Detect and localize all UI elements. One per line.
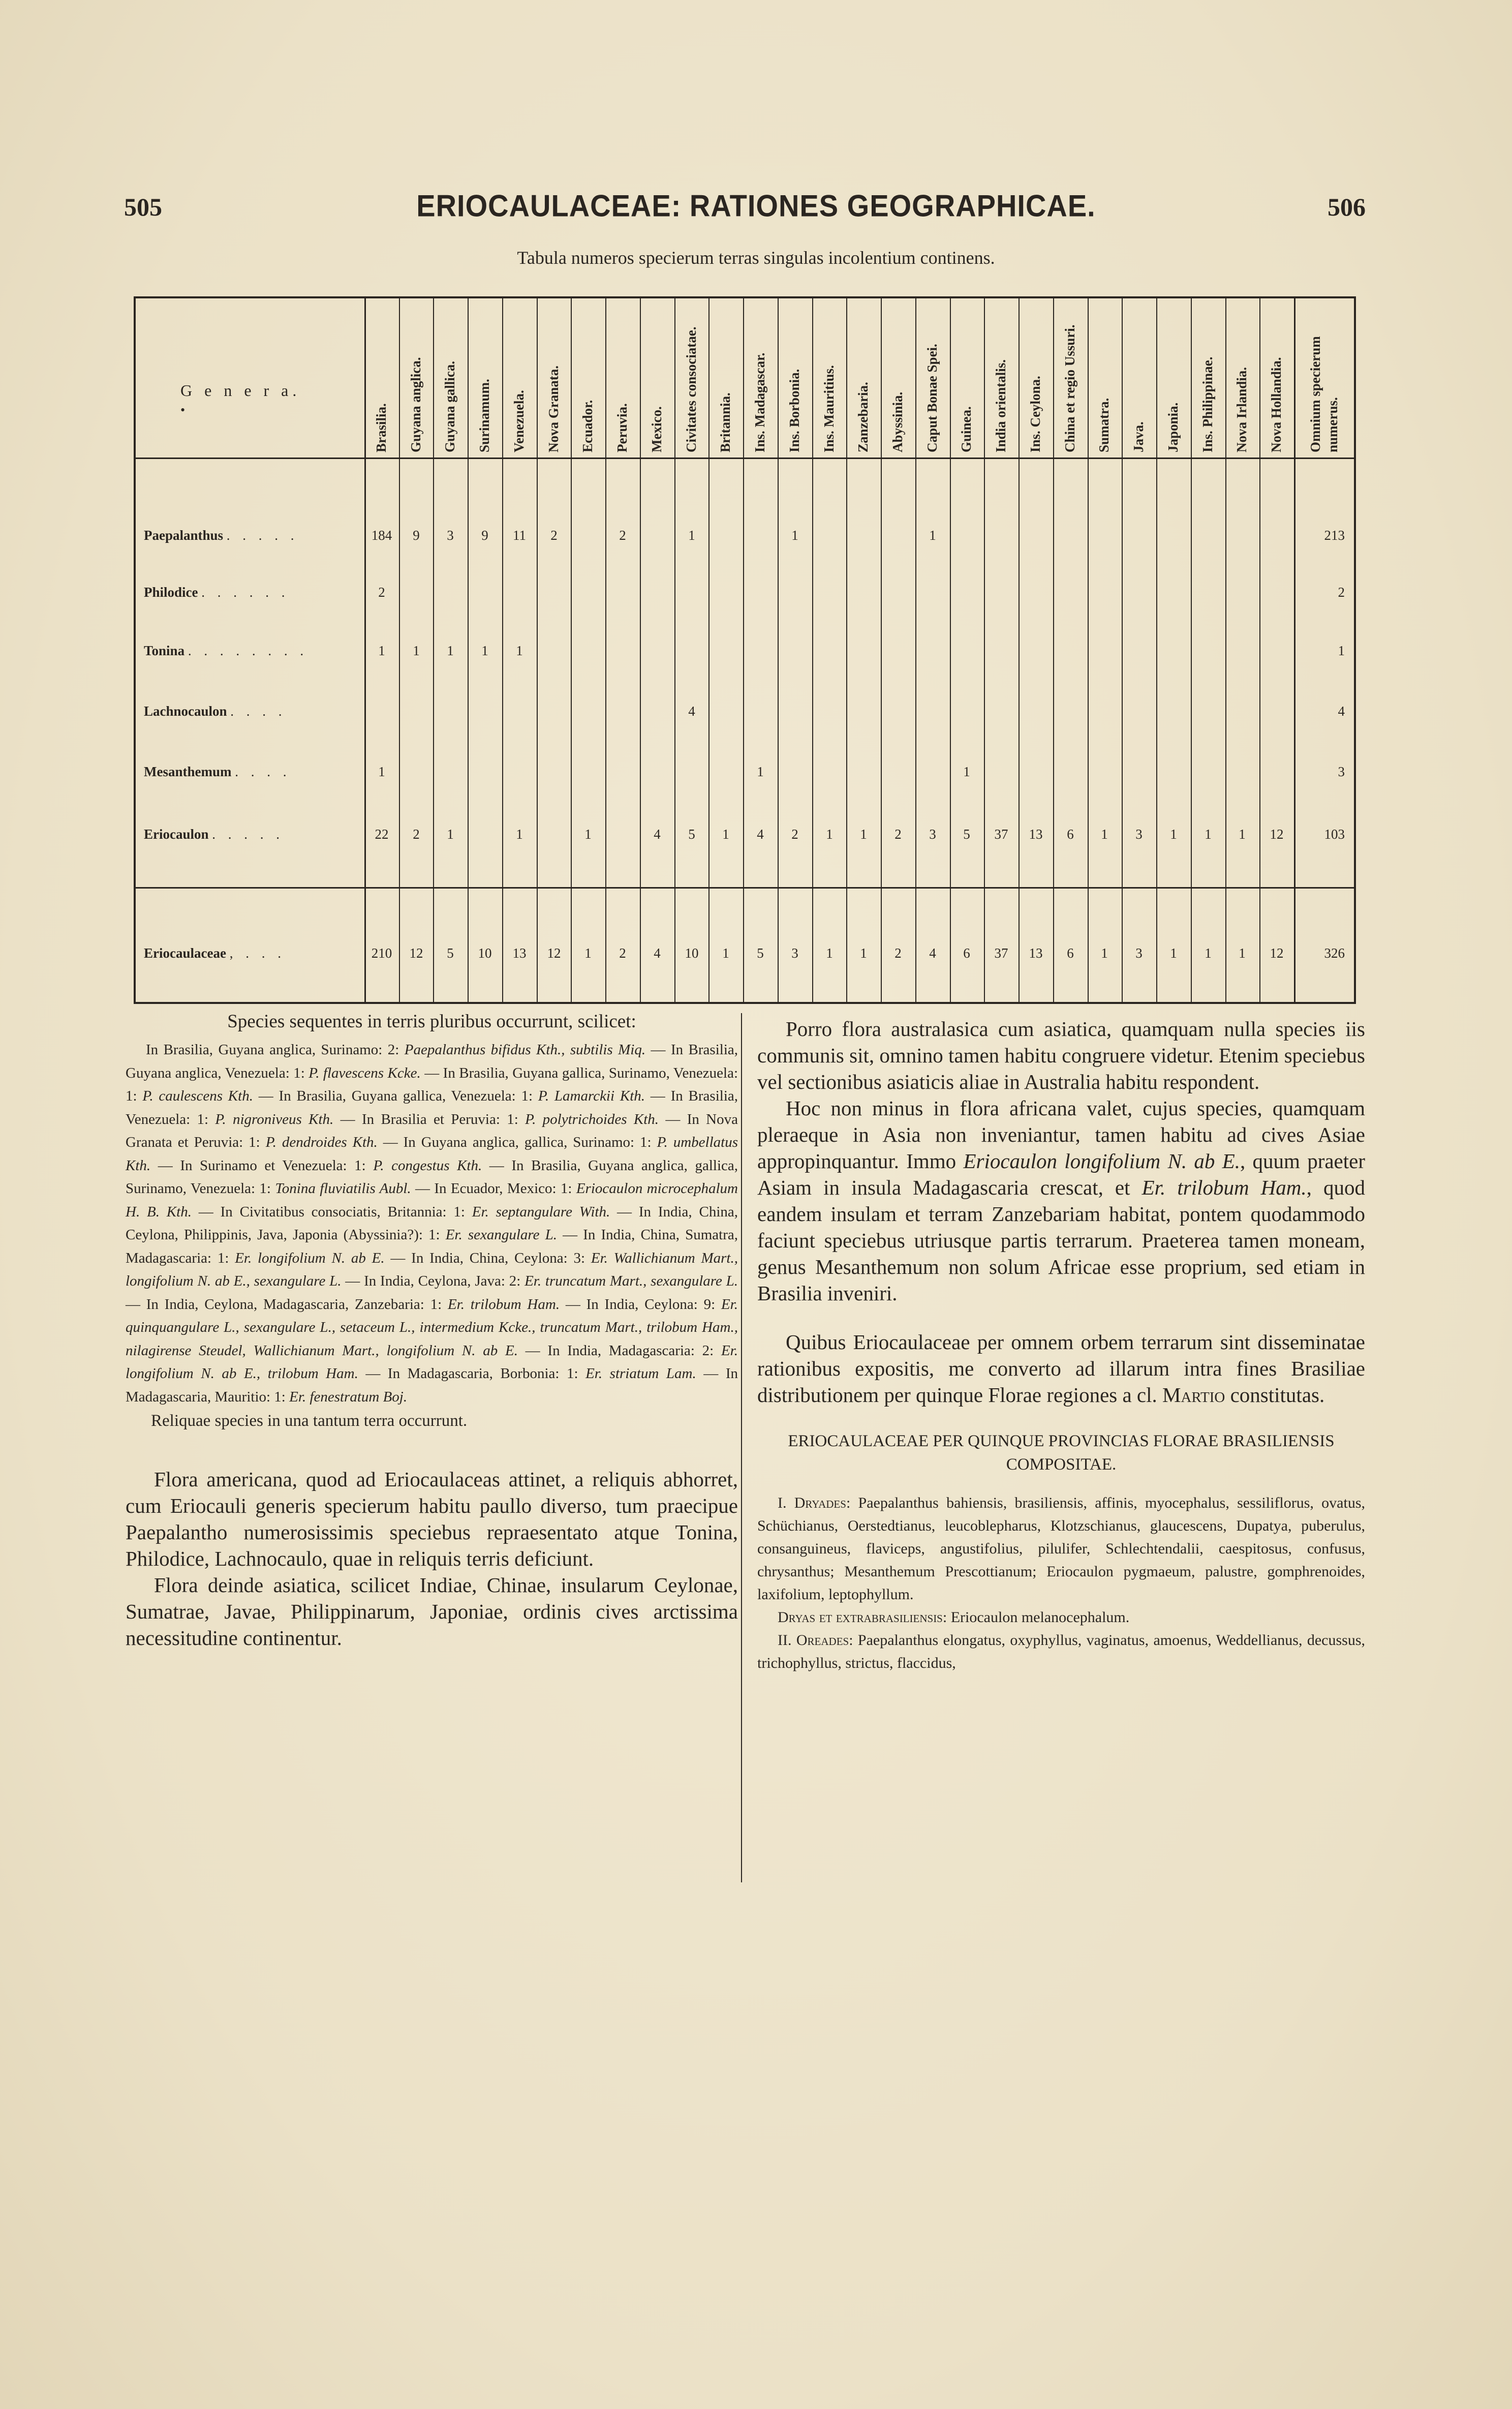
- table-column-rule: [1259, 296, 1260, 1004]
- table-cell: 12: [1270, 946, 1284, 961]
- table-column-rule: [1053, 296, 1054, 1004]
- genus-name: [144, 946, 286, 961]
- paragraph-flora-asiatica: Flora deinde asiatica, scilicet Indiae, Chinae, insularum Ceylonae, Sumatrae, Javae, Philippinarum, Japoniae, ordinis cives arctissima necessitudine continentur.: [126, 1573, 738, 1650]
- section-title-provinces: ERIOCAULACEAE PER QUINQUE PROVINCIAS FLORAE BRASILIENSIS COMPOSITAE.: [788, 1432, 1335, 1474]
- leader-dots: . . . . . .: [201, 585, 290, 600]
- table-column-rule: [399, 296, 400, 1004]
- leader-dots: . . . . .: [212, 827, 285, 842]
- table-cell: 1: [791, 528, 798, 543]
- table-cell: 6: [1067, 946, 1074, 961]
- table-cell: 1: [447, 827, 454, 842]
- table-cell: 10: [478, 946, 492, 961]
- single-region-note: Reliquae species in una tantum terra occurrunt.: [151, 1412, 468, 1430]
- leader-dots: . . . . .: [226, 528, 299, 543]
- column-header: Peruvia.: [614, 403, 630, 452]
- table-column-rule: [1088, 296, 1089, 1004]
- genus-name: [144, 764, 291, 780]
- table-cell: 6: [1067, 827, 1074, 842]
- table-cell: 1: [722, 946, 729, 961]
- table-cell: 4: [929, 946, 936, 961]
- genus-name: [144, 643, 308, 659]
- table-cell: 2: [619, 528, 626, 543]
- table-cell: 1: [929, 528, 936, 543]
- table-cell: 1: [963, 764, 970, 779]
- table-column-rule: [1156, 296, 1157, 1004]
- table-column-rule: [1019, 296, 1020, 1004]
- table-column-rule: [571, 296, 572, 1004]
- table-cell: 13: [512, 946, 527, 961]
- row-total: 2: [1338, 585, 1345, 600]
- table-column-rule: [1191, 296, 1192, 1004]
- column-header: Ins. Philippinae.: [1200, 356, 1215, 452]
- table-cell: 1: [860, 827, 867, 842]
- table-cell: 5: [688, 827, 695, 842]
- column-header: Abyssinia.: [890, 391, 905, 452]
- table-cell: 13: [1029, 827, 1043, 842]
- header-bullet: •: [180, 403, 186, 417]
- table-cell: 1: [1170, 946, 1177, 961]
- table-cell: 2: [550, 528, 558, 543]
- table-cell: 1: [688, 528, 695, 543]
- table-cell: 22: [375, 827, 389, 842]
- table-cell: 184: [371, 528, 392, 543]
- table-cell: 1: [447, 643, 454, 658]
- table-cell: 2: [378, 585, 385, 600]
- table-cell: 5: [447, 946, 454, 961]
- table-cell: 1: [1239, 946, 1246, 961]
- table-column-rule: [605, 296, 606, 1004]
- table-cell: 1: [584, 946, 592, 961]
- column-header: Guyana anglica.: [408, 357, 423, 452]
- table-cell: 1: [722, 827, 729, 842]
- table-cell: 5: [963, 827, 970, 842]
- column-header: Ins. Ceylona.: [1028, 376, 1043, 452]
- province-oreades: II. Oreades: Paepalanthus elongatus, oxyphyllus, vaginatus, amoenus, Weddellianus, decussus, trichophyllus, strictus, flaccidus,: [757, 1632, 1366, 1671]
- table-column-rule: [433, 296, 434, 1004]
- table-column-rule: [468, 296, 469, 1004]
- table-cell: 9: [481, 528, 488, 543]
- table-cell: 1: [378, 764, 385, 779]
- table-column-rule: [846, 296, 847, 1004]
- table-column-rule: [881, 296, 882, 1004]
- column-header: Surinamum.: [477, 379, 492, 452]
- table-cell: 4: [757, 827, 764, 842]
- table-cell: 210: [371, 946, 392, 961]
- column-header: Ins. Madagascar.: [752, 352, 767, 452]
- column-header: Nova Irlandia.: [1234, 367, 1249, 452]
- column-rule: [741, 1013, 742, 1882]
- table-cell: 1: [1205, 827, 1212, 842]
- table-cell: 3: [791, 946, 798, 961]
- table-column-rule: [674, 296, 675, 1004]
- table-cell: 6: [963, 946, 970, 961]
- column-header: Sumatra.: [1096, 398, 1112, 452]
- genus-name: [144, 827, 284, 842]
- row-total: 1: [1338, 643, 1345, 658]
- table-column-rule: [950, 296, 951, 1004]
- leader-dots: . . . . . . . .: [188, 643, 308, 658]
- column-header: Ecuador.: [580, 400, 595, 452]
- column-header: Ins. Borbonia.: [787, 369, 802, 452]
- table-cell: 4: [654, 946, 661, 961]
- column-header: Britannia.: [718, 392, 733, 452]
- column-header: Mexico.: [649, 406, 664, 452]
- table-cell: 3: [1135, 827, 1143, 842]
- table-cell: 12: [547, 946, 561, 961]
- table-cell: 37: [994, 946, 1008, 961]
- leader-dots: . . . .: [230, 704, 287, 719]
- table-cell: 1: [481, 643, 488, 658]
- column-header: Ins. Mauritius.: [821, 365, 837, 452]
- table-column-rule: [537, 296, 538, 1004]
- table-cell: 1: [378, 643, 385, 658]
- row-total: 4: [1338, 704, 1345, 719]
- table-cell: 1: [826, 946, 833, 961]
- genus-label: Eriocaulon: [144, 827, 212, 842]
- table-cell: 3: [1135, 946, 1143, 961]
- table-column-rule: [364, 296, 366, 1004]
- province-dryades: I. Dryades: Paepalanthus bahiensis, brasiliensis, affinis, myocephalus, sessiliflorus, ovatus, Schüchianus, Oerstedtianus, leucoblepharus, Klotzschianus, glaucescens, Dupatya, puberulus, consanguineus, flaviceps, angustifolius, pilulifer, Schlechtendalii, caespitosus, confusus, chrysanthus; Mesanthemum Prescottianum; Eriocaulon pygmaeum, palustre, gomphrenoides, laxifolium, leptophyllum.: [757, 1495, 1366, 1603]
- genus-label: Lachnocaulon: [144, 704, 231, 719]
- paragraph-flora-americana: Flora americana, quod ad Eriocaulaceas attinet, a reliquis abhorret, cum Eriocauli generis specierum habitu paullo diverso, tum praecipue Paepalantho numerosissimis speciebus repraesentato atque Tonina, Philodice, Lachnocaulo, quae in reliquis terris deficiunt.: [126, 1468, 738, 1570]
- table-cell: 10: [685, 946, 699, 961]
- column-header: Guyana gallica.: [442, 360, 457, 452]
- table-cell: 1: [860, 946, 867, 961]
- table-column-rule: [743, 296, 744, 1004]
- table-cell: 1: [516, 827, 523, 842]
- column-header: Brasilia.: [374, 403, 389, 452]
- total-column-header: Omnium specierum numerus.: [1308, 336, 1340, 452]
- column-header: Java.: [1131, 421, 1146, 452]
- table-cell: 4: [688, 704, 695, 719]
- genus-label: Eriocaulaceae: [144, 946, 230, 961]
- table-cell: 2: [619, 946, 626, 961]
- column-header: Guinea.: [959, 406, 974, 452]
- paragraph-flora-australasica: Porro flora australasica cum asiatica, quamquam nulla species iis communis sit, omnino tamen habitu congruere videtur. Etenim speciebus vel sectionibus asiaticis aliae in Australia habitu respondent.: [757, 1017, 1365, 1093]
- genus-name: [144, 585, 290, 600]
- genus-label: Paepalanthus: [144, 528, 227, 543]
- table-header-rule: [134, 458, 1356, 459]
- table-cell: 3: [929, 827, 936, 842]
- table-cell: 5: [757, 946, 764, 961]
- page-number-left: 505: [124, 193, 162, 221]
- row-total: 3: [1338, 764, 1345, 779]
- table-cell: 1: [516, 643, 523, 658]
- table-column-rule: [708, 296, 709, 1004]
- leader-dots: . . . .: [235, 764, 291, 779]
- column-header: Nova Hollandia.: [1269, 357, 1284, 452]
- running-title: ERIOCAULACEAE: RATIONES GEOGRAPHICAE.: [416, 188, 1096, 223]
- paragraph-flora-africana: Hoc non minus in flora africana valet, cujus species, quamquam pleraeque in Asia non inveniantur, tamen habitu ad cives Asiae appropinquantur. Immo Eriocaulon longifolium N. ab E., quum praeter Asiam in insula Madagascaria crescat, et Er. trilobum Ham., quod eandem insulam et terram Zanzebariam habitat, pontem quodammodo faciunt speciebus utriusque partis terrarum. Praeterea tamen moneam, genus Mesanthemum non solum Africae esse proprium, sed etiam in Brasilia inveniri.: [757, 1096, 1365, 1305]
- table-column-rule: [984, 296, 985, 1004]
- table-cell: 3: [447, 528, 454, 543]
- column-header: Nova Granata.: [546, 365, 561, 452]
- table-cell: 9: [413, 528, 420, 543]
- table-cell: 1: [757, 764, 764, 779]
- row-total: 103: [1324, 827, 1345, 842]
- table-caption: Tabula numeros specierum terras singulas incolentium continens.: [517, 248, 995, 268]
- row-total: 326: [1324, 946, 1345, 961]
- column-header: Civitates consociatae.: [684, 326, 699, 452]
- table-cell: 12: [1270, 827, 1284, 842]
- table-column-rule: [502, 296, 503, 1004]
- table-column-rule: [915, 296, 916, 1004]
- table-cell: 2: [894, 827, 902, 842]
- column-header: Zanzebaria.: [855, 382, 871, 452]
- table-cell: 2: [791, 827, 798, 842]
- table-cell: 2: [413, 827, 420, 842]
- paragraph-transition: Quibus Eriocaulaceae per omnem orbem terrarum sint disseminatae rationibus expositis, me converto ad illarum intra fines Brasiliae distributionem per quinque Florae regiones a cl. Martio constitutas.: [757, 1330, 1365, 1407]
- column-header: Japonia.: [1165, 402, 1181, 452]
- table-total-rule: [134, 887, 1356, 889]
- column-header: Caput Bonae Spei.: [924, 344, 940, 452]
- table-column-rule: [812, 296, 813, 1004]
- genus-label: Mesanthemum: [144, 764, 235, 779]
- left-column: [126, 1011, 738, 1651]
- column-header: China et regio Ussuri.: [1062, 324, 1077, 452]
- genus-name: [144, 704, 287, 719]
- column-header: India orientalis.: [993, 359, 1008, 452]
- table-cell: 11: [513, 528, 526, 543]
- table-cell: 1: [584, 827, 592, 842]
- table-cell: 1: [1101, 946, 1108, 961]
- table-cell: 1: [1101, 827, 1108, 842]
- province-dryas-extrabrasiliensis: Dryas et extrabrasiliensis: Eriocaulon melanocephalum.: [778, 1609, 1130, 1626]
- multi-region-species-list: In Brasilia, Guyana anglica, Surinamo: 2: Paepalanthus bifidus Kth., subtilis Miq. — In Brasilia, Guyana anglica, Venezuela: 1: P. flavescens Kcke. — In Brasilia, Guyana gallica, Surinamo, Venezuela: 1: P. caulescens Kth. — In Brasilia, Guyana gallica, Venezuela: 1: P. Lamarckii Kth. — In Brasilia, Venezuela: 1: P. nigroniveus Kth. — In Brasilia et Peruvia: 1: P. polytrichoides Kth. — In Nova Granata et Peruvia: 1: P. dendroides Kth. — In Guyana anglica, gallica, Surinamo: 1: P. umbellatus Kth. — In Surinamo et Venezuela: 1: P. congestus Kth. — In Brasilia, Guyana anglica, gallica, Surinamo, Venezuela: 1: Tonina fluviatilis Aubl. — In Ecuador, Mexico: 1: Eriocaulon microcephalum H. B. Kth. — In Civitatibus consociatis, Britannia: 1: Er. septangulare With. — In India, China, Ceylona, Philippinis, Java, Japonia (Abyssinia?): 1: Er. sexangulare L. — In India, China, Sumatra, Madagascaria: 1: Er. longifolium N. ab E. — In India, China, Ceylona: 3: Er. Wallichianum Mart., longifolium N. ab E., sexangulare L. — In India, Ceylona, Java: 2: Er. truncatum Mart., sexangulare L. — In India, Ceylona, Madagascaria, Zanzebaria: 1: Er. trilobum Ham. — In India, Ceylona: 9: Er. quinquangulare L., sexangulare L., setaceum L., intermedium Kcke., truncatum Mart., trilobum Ham., nilagirense Steudel, Wallichianum Mart., longifolium N. ab E. — In India, Madagascaria: 2: Er. longifolium N. ab E., trilobum Ham. — In Madagascaria, Borbonia: 1: Er. striatum Lam. — In Madagascaria, Mauritio: 1: Er. fenestratum Boj.: [126, 1042, 738, 1405]
- table-cell: 1: [1239, 827, 1246, 842]
- genus-name: [144, 528, 299, 543]
- column-header: Venezuela.: [511, 390, 527, 452]
- table-column-rule: [778, 296, 779, 1004]
- table-cell: 2: [894, 946, 902, 961]
- table-column-rule: [1122, 296, 1123, 1004]
- genus-label: Tonina: [144, 643, 188, 658]
- table-cell: 1: [1170, 827, 1177, 842]
- genus-label: Philodice: [144, 585, 202, 600]
- table-cell: 37: [994, 827, 1008, 842]
- multi-region-species-intro: Species sequentes in terris pluribus occurrunt, scilicet:: [227, 1011, 636, 1032]
- table-cell: 13: [1029, 946, 1043, 961]
- page-number-right: 506: [1328, 193, 1366, 221]
- leader-dots: , . . .: [229, 946, 286, 961]
- genera-column-header: G e n e r a.: [180, 381, 301, 400]
- table-cell: 1: [826, 827, 833, 842]
- right-column: [757, 1016, 1365, 1674]
- table-cell: 1: [1205, 946, 1212, 961]
- row-total: 213: [1324, 528, 1345, 543]
- table-cell: 4: [654, 827, 661, 842]
- table-cell: 1: [413, 643, 420, 658]
- table-cell: 12: [409, 946, 423, 961]
- table-column-rule: [640, 296, 641, 1004]
- table-column-rule: [1225, 296, 1226, 1004]
